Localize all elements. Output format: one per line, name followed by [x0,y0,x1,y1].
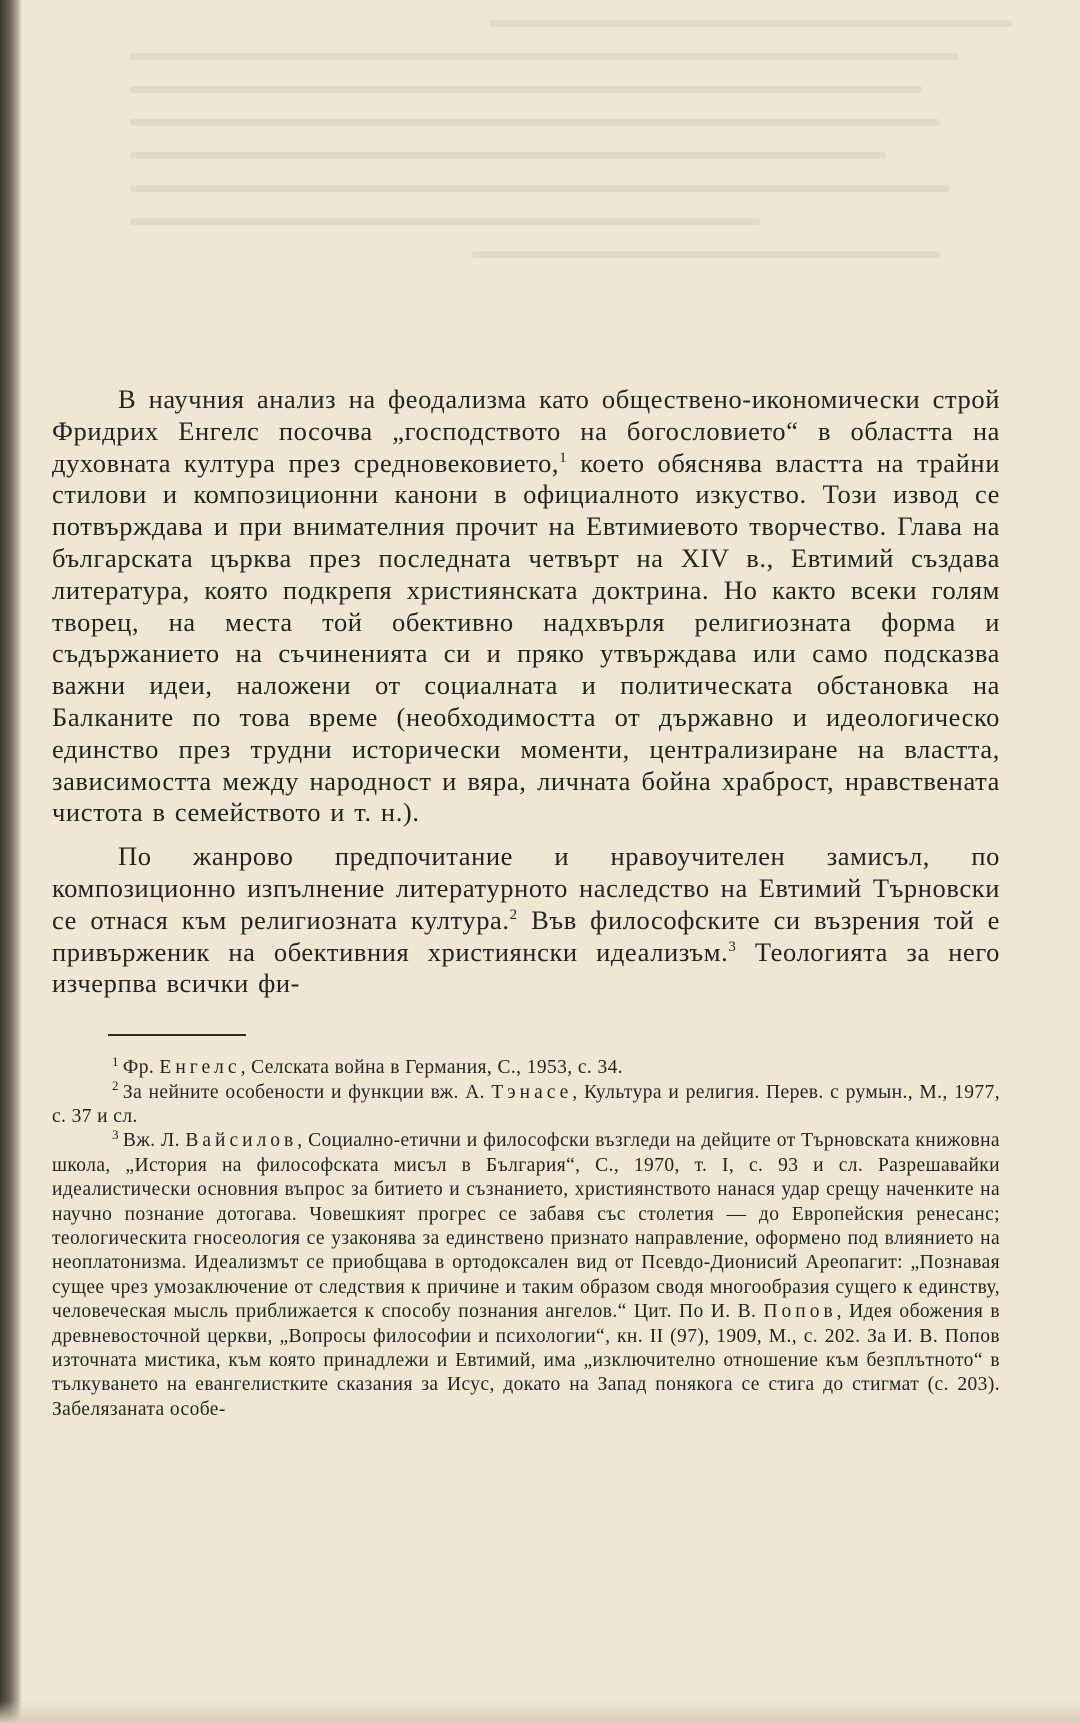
book-binding-edge [0,0,22,1723]
text-run: По жанрово предпочитание и нравоучителен замисъл, по композиционно изпълнение литературното наследство на Евтимий Търновски се отнася към религиозната култура. [52,841,1000,935]
page-bottom-shadow [0,1701,1080,1723]
bleed-through-line [130,119,940,126]
text-run: , Социално-етични и философски възгледи на дейците от Търновската книжовна школа, „История на философската мисъл в България“, С., 1970, т. I, с. 93 и сл. Разрешавайки идеалистически основния въпрос за битието и съзнанието, християнството нанася удар срещу наченките на научно познание дотогава. Човешкият прогрес се забавя със столетия — до Европейския ренесанс; теологическита гносеология се узаконява за единствено признато направление, оформено под влиянието на неоплатонизма. Идеализмът се приобщава в ортодоксален вид от Псевдо-Дионисий Ареопагит: „Познавая сущее чрез умозаключение от следствия к причине и таким образом сводя многообразия сущего к единству, человеческая мысль приближается к способу познания ангелов.“ Цит. По И. В. [52,1130,1000,1323]
footnote-reference: 1 [559,449,568,466]
footnote [52,1126,1000,1422]
footnote-reference: 2 [509,906,518,923]
text-run: За нейните особености и функции вж. А. [122,1081,492,1103]
author-name: Попов [763,1301,837,1323]
page-text [52,384,1000,1422]
text-run: Теологията за него изчерпва всички фи- [52,936,1000,999]
body-paragraph [52,841,1000,1000]
bleed-through-line [472,251,940,258]
text-run: В научния анализ на феодализма като обществено-икономически строй Фридрих Енгелс посочва „господството на богословието“ в областта на духовната култура през средновековието, [52,384,1000,478]
author-name: Енгелс [159,1057,241,1079]
bleed-through-line [130,86,922,93]
author-name: Вайсилов [185,1130,298,1152]
footnote-separator [108,1034,246,1036]
bleed-through-line [130,152,886,159]
text-run: Във философските си възрения той е привърженик на обективния християнски идеализъм. [52,904,1000,967]
text-run: , Селската война в Германия, С., 1953, с. 34. [240,1057,624,1079]
bleed-through-line [490,20,1012,27]
text-run: което обяснява властта на трайни стилови и композиционни канони в официалното изкуство. Този извод се потвърждава и при внимателния прочит на Евтимиевото творчество. Глава на българската църква през последната четвърт на XIV в., Евтимий създава литература, която подкрепя християнската доктрина. Но както всеки голям творец, на места той обективно надхвърля религиозната форма и съдържанието на съчиненията си и пряко утвърждава или само подсказва важни идеи, наложени от социалната и политическата обстановка на Балканите по това време (необходимостта от държавно и идеологическо единство през трудни исторически моменти, централизиране на властта, зависимостта между народност и вяра, личната бойна храброст, нравствената чистота в семейството и т. н.). [52,447,1000,828]
body-text [52,384,1000,1000]
footnote-reference: 3 [728,938,737,955]
footnote-number: 2 [112,1078,119,1094]
footnote [52,1078,1000,1130]
text-run: , Культура и религия. Перев. с румын., М., 1977, с. 37 и сл. [52,1081,1000,1127]
footnote-number: 3 [112,1126,119,1142]
text-run: Фр. [122,1057,160,1079]
footnotes [52,1053,1000,1422]
bleed-through-line [130,185,949,192]
bleed-through-line [130,218,760,225]
body-paragraph [52,384,1000,829]
footnote-number: 1 [112,1053,119,1069]
text-run: , Идея обожения в древневосточной церкви, „Вопросы философии и психологии“, кн. II (97), 1909, М., с. 202. За И. В. Попов източната мистика, към която принадлежи и Евтимий, има „изключително отношение към безплътното“ в тълкуването на евангелистките сказания за Исус, докато на Запад понякога се стига до стигмат (с. 203). Забелязаната особе- [52,1301,1000,1420]
bleed-through-line [130,53,958,60]
author-name: Тэнасе [491,1081,573,1103]
text-run: Вж. Л. [122,1130,186,1152]
bleed-through-texture [130,20,1030,360]
footnote [52,1053,1000,1080]
